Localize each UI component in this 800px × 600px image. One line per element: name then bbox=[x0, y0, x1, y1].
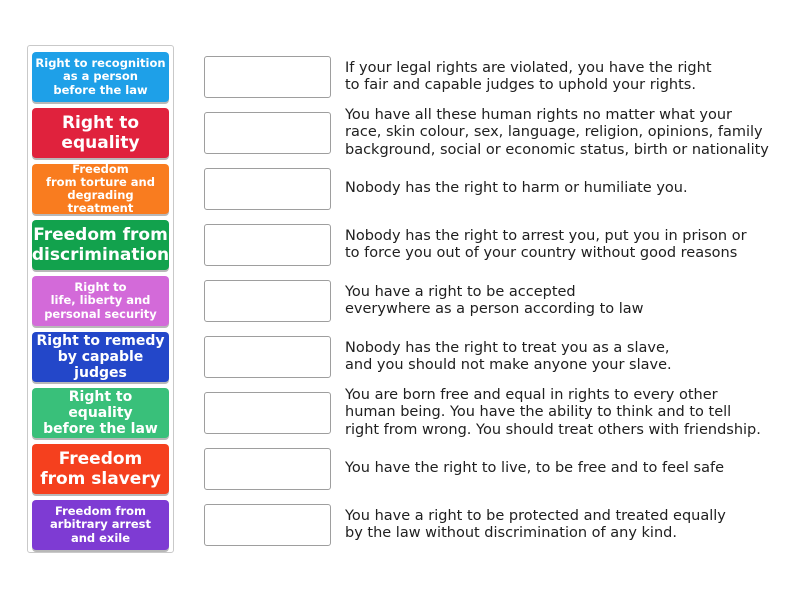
tile-right-to-remedy[interactable]: Right to remedy by capable judges bbox=[32, 332, 169, 382]
answer-slot-1[interactable] bbox=[204, 56, 331, 98]
answer-slot-2[interactable] bbox=[204, 112, 331, 154]
answer-slot-9[interactable] bbox=[204, 504, 331, 546]
description-text: You are born free and equal in rights to every other human being. You have the ability to think and to tell right from wrong. You should treat others with friendship. bbox=[345, 386, 761, 438]
answer-slot-6[interactable] bbox=[204, 336, 331, 378]
tile-freedom-from-arbitrary-arrest[interactable]: Freedom from arbitrary arrest and exile bbox=[32, 500, 169, 550]
tile-freedom-from-slavery[interactable]: Freedom from slavery bbox=[32, 444, 169, 494]
description-text: Nobody has the right to treat you as a slave, and you should not make anyone your slave. bbox=[345, 339, 672, 373]
description-text: If your legal rights are violated, you have the right to fair and capable judges to uphold your rights. bbox=[345, 59, 712, 93]
description-text: You have the right to live, to be free and to feel safe bbox=[345, 460, 725, 477]
description-6 bbox=[345, 329, 790, 385]
answer-slot-4[interactable] bbox=[204, 224, 331, 266]
tile-freedom-from-discrimination[interactable]: Freedom from discrimination bbox=[32, 220, 169, 270]
description-4 bbox=[345, 217, 790, 273]
description-5 bbox=[345, 273, 790, 329]
description-text: You have a right to be protected and treated equally by the law without discrimination of any kind. bbox=[345, 507, 726, 541]
tile-right-to-life-liberty[interactable]: Right to life, liberty and personal security bbox=[32, 276, 169, 326]
description-text: Nobody has the right to arrest you, put you in prison or to force you out of your country without good reasons bbox=[345, 227, 747, 261]
description-9 bbox=[345, 497, 790, 553]
answer-slot-8[interactable] bbox=[204, 448, 331, 490]
description-8 bbox=[345, 441, 790, 497]
description-1 bbox=[345, 49, 790, 105]
description-3 bbox=[345, 161, 790, 217]
answer-slot-5[interactable] bbox=[204, 280, 331, 322]
description-text: Nobody has the right to harm or humiliate you. bbox=[345, 180, 688, 197]
tile-right-to-equality-before-law[interactable]: Right to equality before the law bbox=[32, 388, 169, 438]
tile-right-to-recognition[interactable]: Right to recognition as a person before the law bbox=[32, 52, 169, 102]
description-7 bbox=[345, 385, 790, 441]
description-text: You have all these human rights no matter what your race, skin colour, sex, language, religion, opinions, family background, social or economic status, birth or nationality bbox=[345, 106, 769, 158]
description-2 bbox=[345, 105, 790, 161]
answer-slot-3[interactable] bbox=[204, 168, 331, 210]
answer-slot-7[interactable] bbox=[204, 392, 331, 434]
description-text: You have a right to be accepted everywhere as a person according to law bbox=[345, 283, 644, 317]
tile-right-to-equality[interactable]: Right to equality bbox=[32, 108, 169, 158]
tile-freedom-from-torture[interactable]: Freedom from torture and degrading treatment bbox=[32, 164, 169, 214]
